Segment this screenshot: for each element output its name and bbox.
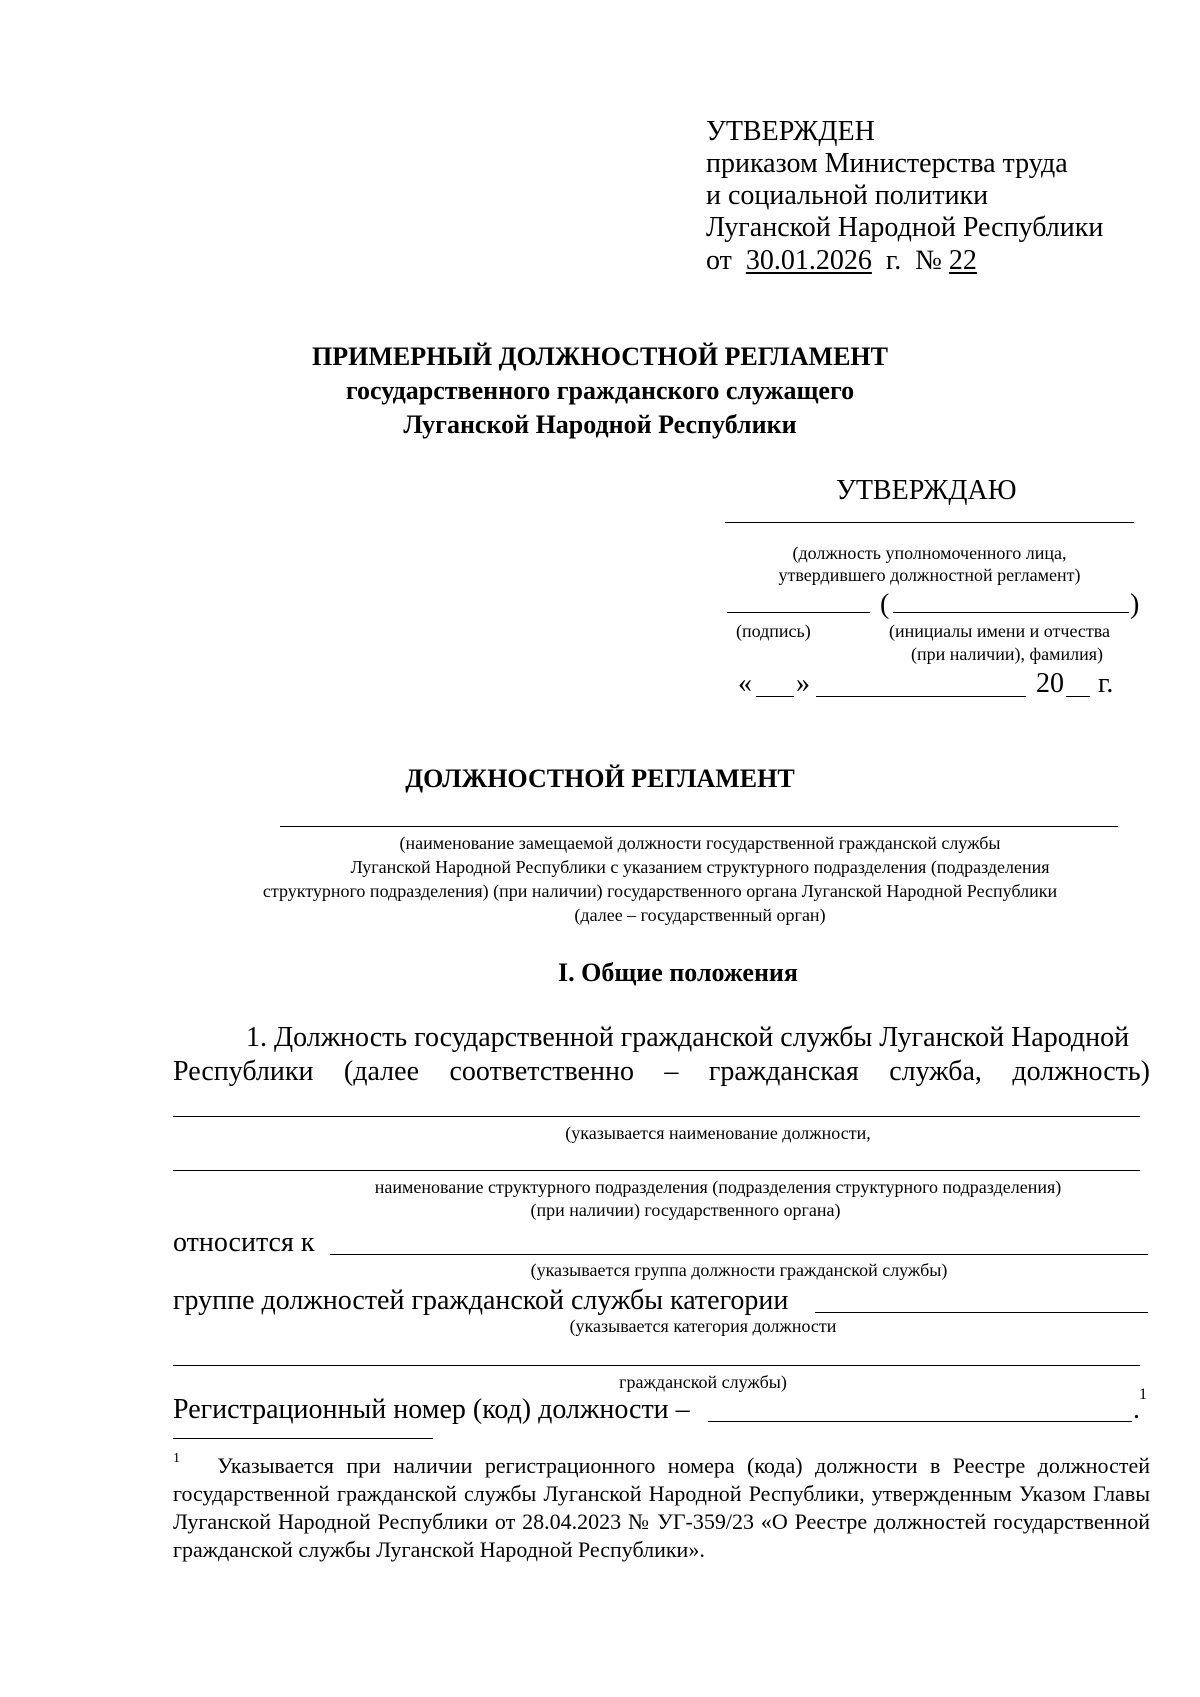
date-year-prefix: 20 — [1036, 668, 1064, 699]
title-line-3: Луганской Народной Республики — [403, 410, 797, 439]
group-line — [330, 1254, 1148, 1255]
approval-line-3: Луганской Народной Республики — [706, 212, 1104, 243]
paragraph-1-line-1: 1. Должность государственной гражданской службы Луганской Народной — [246, 1022, 1130, 1053]
approval-line-1: приказом Министерства труда — [706, 148, 1068, 179]
caption-group: (указывается группа должности гражданской службы) — [530, 1260, 948, 1280]
regulation-position-line — [280, 826, 1118, 827]
paragraph-1-line-2: Республики (далее соответственно – гражданская служба, должность) — [173, 1056, 1150, 1087]
date-quote-close: » — [796, 668, 810, 699]
category-line-2 — [173, 1365, 1140, 1366]
approval-date: 30.01.2026 — [745, 245, 872, 276]
footnote-marker: 1 — [173, 1451, 180, 1466]
footnote-text: Указывается при наличии регистрационного номера (кода) должности в Реестре должностей государственной гражданской службы Луганской Народной Республики, утвержденным Указом Главы Луганской Народной Республики от 28.04.2023 № УГ-359/23 «О Реестре должностей государственной гражданской службы Луганской Народной Республики». — [173, 1453, 1150, 1562]
position-line — [725, 522, 1134, 523]
regulation-caption-1: (наименование замещаемой должности государственной гражданской службы — [399, 833, 1001, 853]
signature-line — [727, 612, 870, 613]
refers-to-text: относится к — [173, 1227, 315, 1258]
year-line — [1066, 696, 1090, 697]
category-line — [815, 1312, 1148, 1313]
footnote-reference: 1 — [1139, 1386, 1147, 1403]
caption-position: (указывается наименование должности, — [565, 1123, 871, 1143]
month-line — [816, 696, 1026, 697]
approval-date-line — [706, 245, 977, 277]
registration-period: . — [1133, 1394, 1140, 1425]
unit-name-line — [173, 1170, 1140, 1171]
footnote — [173, 1452, 1150, 1564]
position-caption-2: утвердившего должностной регламент) — [778, 565, 1081, 585]
approval-heading: УТВЕРЖДЕН — [706, 116, 875, 147]
regulation-caption-3: структурного подразделения) (при наличии) государственного органа Луганской Народной Республики — [262, 881, 1058, 901]
caption-category-2: гражданской службы) — [619, 1372, 787, 1392]
approval-number-sign: № — [915, 245, 942, 276]
regulation-caption-2: Луганской Народной Республики с указанием структурного подразделения (подразделения — [350, 857, 1050, 877]
approval-year-suffix: г. — [885, 245, 902, 276]
approval-date-prefix: от — [706, 245, 732, 276]
name-caption-1: (инициалы имени и отчества — [889, 621, 1111, 641]
caption-unit-2: (при наличии) государственного органа) — [530, 1200, 841, 1220]
signature-caption: (подпись) — [736, 621, 811, 641]
name-open-paren: ( — [880, 589, 890, 620]
position-name-line — [173, 1116, 1140, 1117]
day-line — [756, 696, 794, 697]
registration-number-text: Регистрационный номер (код) должности – — [173, 1394, 690, 1425]
caption-category-1: (указывается категория должности — [569, 1316, 837, 1336]
title-line-1: ПРИМЕРНЫЙ ДОЛЖНОСТНОЙ РЕГЛАМЕНТ — [312, 342, 888, 371]
regulation-heading: ДОЛЖНОСТНОЙ РЕГЛАМЕНТ — [405, 764, 795, 793]
category-text: группе должностей гражданской службы категории — [173, 1285, 789, 1316]
approval-line-2: и социальной политики — [706, 180, 989, 211]
regulation-caption-4: (далее – государственный орган) — [574, 905, 826, 925]
caption-unit-1: наименование структурного подразделения (подразделения структурного подразделения) — [374, 1177, 1062, 1197]
name-close-paren: ) — [1130, 589, 1140, 620]
registration-number-line — [708, 1421, 1132, 1422]
name-line — [893, 612, 1129, 613]
approval-number: 22 — [948, 245, 977, 276]
date-quote-open: « — [738, 668, 752, 699]
position-caption-1: (должность уполномоченного лица, — [792, 543, 1067, 563]
date-year-suffix: г. — [1098, 668, 1114, 699]
section-heading: I. Общие положения — [558, 958, 798, 987]
name-caption-2: (при наличии), фамилия) — [911, 644, 1104, 664]
footnote-separator — [173, 1438, 433, 1439]
approve-heading: УТВЕРЖДАЮ — [836, 475, 1017, 506]
title-line-2: государственного гражданского служащего — [345, 376, 855, 405]
